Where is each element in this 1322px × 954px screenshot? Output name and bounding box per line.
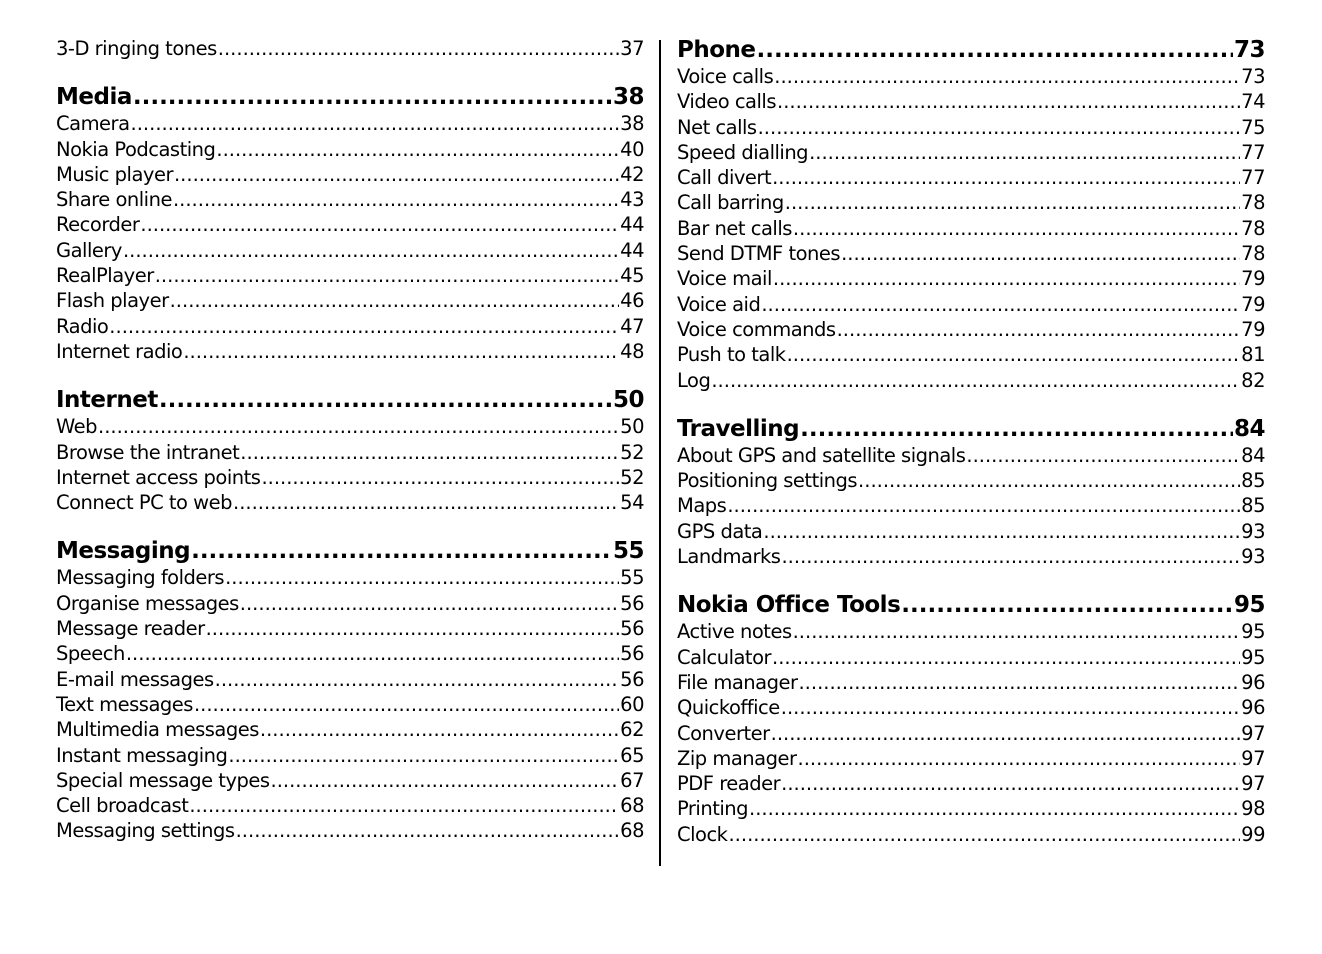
dot-leader bbox=[966, 443, 1240, 468]
toc-entry-page: 97 bbox=[1241, 746, 1265, 770]
dot-leader bbox=[126, 641, 619, 666]
toc-entry-page: 96 bbox=[1241, 696, 1265, 720]
dot-leader bbox=[189, 793, 619, 818]
toc-entry-organise-messages[interactable] bbox=[56, 591, 644, 616]
toc-heading-title: Travelling bbox=[677, 415, 800, 442]
toc-entry-send-dtmf-tones[interactable] bbox=[677, 241, 1265, 266]
dot-leader bbox=[773, 266, 1240, 291]
dot-leader bbox=[901, 591, 1233, 619]
dot-leader bbox=[98, 414, 619, 439]
toc-heading-phone[interactable] bbox=[677, 36, 1265, 64]
toc-heading-title: Nokia Office Tools bbox=[677, 592, 901, 619]
toc-entry-messaging-settings[interactable] bbox=[56, 818, 644, 843]
toc-entry-calculator[interactable] bbox=[677, 645, 1265, 670]
toc-entry-title: File manager bbox=[677, 670, 798, 694]
toc-entry-page: 54 bbox=[620, 491, 644, 515]
toc-entry-title: Log bbox=[677, 368, 711, 392]
toc-entry-printing[interactable] bbox=[677, 796, 1265, 821]
toc-entry-title: Instant messaging bbox=[56, 743, 228, 767]
toc-entry-page: 62 bbox=[620, 718, 644, 742]
dot-leader bbox=[133, 83, 612, 111]
toc-entry-page: 55 bbox=[620, 566, 644, 590]
toc-entry-bar-net-calls[interactable] bbox=[677, 216, 1265, 241]
dot-leader bbox=[260, 717, 619, 742]
toc-entry-page: 93 bbox=[1241, 519, 1265, 543]
toc-entry-page: 79 bbox=[1241, 317, 1265, 341]
toc-entry-page: 81 bbox=[1241, 343, 1265, 367]
dot-leader bbox=[155, 263, 619, 288]
dot-leader bbox=[233, 490, 619, 515]
toc-entry-title: Send DTMF tones bbox=[677, 242, 841, 266]
toc-entry-title: Calculator bbox=[677, 645, 772, 669]
toc-entry-page: 43 bbox=[620, 188, 644, 212]
toc-entry-call-divert[interactable] bbox=[677, 165, 1265, 190]
toc-heading-travelling[interactable] bbox=[677, 415, 1265, 443]
toc-entry-title: E-mail messages bbox=[56, 667, 214, 691]
toc-entry-title: Messaging folders bbox=[56, 566, 225, 590]
dot-leader bbox=[109, 314, 619, 339]
toc-entry-page: 52 bbox=[620, 440, 644, 464]
toc-entry-quickoffice[interactable] bbox=[677, 695, 1265, 720]
toc-entry-title: Recorder bbox=[56, 213, 140, 237]
toc-entry-title: Push to talk bbox=[677, 343, 786, 367]
toc-entry-page: 77 bbox=[1241, 140, 1265, 164]
toc-entry-multimedia-messages[interactable] bbox=[56, 717, 644, 742]
dot-leader bbox=[798, 670, 1240, 695]
toc-entry-e-mail-messages[interactable] bbox=[56, 667, 644, 692]
toc-entry-internet-radio[interactable] bbox=[56, 339, 644, 364]
toc-entry-page: 85 bbox=[1241, 494, 1265, 518]
dot-leader bbox=[131, 111, 620, 136]
dot-leader bbox=[236, 818, 620, 843]
toc-entry-clock[interactable] bbox=[677, 822, 1265, 847]
toc-entry-page: 99 bbox=[1241, 822, 1265, 846]
dot-leader bbox=[785, 190, 1240, 215]
toc-entry-file-manager[interactable] bbox=[677, 670, 1265, 695]
toc-entry-page: 40 bbox=[620, 137, 644, 161]
dot-leader bbox=[271, 768, 620, 793]
toc-entry-page: 45 bbox=[620, 264, 644, 288]
toc-entry-page: 44 bbox=[620, 238, 644, 262]
toc-entry-nokia-podcasting[interactable] bbox=[56, 137, 644, 162]
toc-entry-page: 95 bbox=[1241, 620, 1265, 644]
toc-entry-title: Bar net calls bbox=[677, 216, 792, 240]
toc-entry-call-barring[interactable] bbox=[677, 190, 1265, 215]
dot-leader bbox=[793, 619, 1241, 644]
toc-entry-pdf-reader[interactable] bbox=[677, 771, 1265, 796]
toc-entry-title: Call divert bbox=[677, 166, 772, 190]
toc-entry-active-notes[interactable] bbox=[677, 619, 1265, 644]
toc-entry-landmarks[interactable] bbox=[677, 544, 1265, 569]
toc-entry-page: 52 bbox=[620, 465, 644, 489]
toc-entry-message-reader[interactable] bbox=[56, 616, 644, 641]
toc-entry-page: 44 bbox=[620, 213, 644, 237]
toc-entry-page: 82 bbox=[1241, 368, 1265, 392]
toc-entry-text-messages[interactable] bbox=[56, 692, 644, 717]
toc-entry-radio[interactable] bbox=[56, 314, 644, 339]
dot-leader bbox=[749, 796, 1240, 821]
toc-entry-music-player[interactable] bbox=[56, 162, 644, 187]
toc-heading-page: 73 bbox=[1233, 37, 1265, 63]
toc-entry-page: 77 bbox=[1241, 166, 1265, 190]
dot-leader bbox=[793, 216, 1240, 241]
dot-leader bbox=[194, 692, 619, 717]
toc-entry-3-d-ringing-tones[interactable] bbox=[56, 36, 644, 61]
toc-entry-title: Voice commands bbox=[677, 317, 836, 341]
toc-entry-page: 85 bbox=[1241, 469, 1265, 493]
toc-entry-title: Internet radio bbox=[56, 339, 183, 363]
toc-section bbox=[677, 415, 1265, 569]
toc-entry-page: 98 bbox=[1241, 797, 1265, 821]
dot-leader bbox=[837, 317, 1241, 342]
toc-entry-share-online[interactable] bbox=[56, 187, 644, 212]
toc-left-column bbox=[56, 36, 644, 866]
dot-leader bbox=[261, 465, 619, 490]
toc-entry-title: Printing bbox=[677, 797, 749, 821]
toc-entry-page: 78 bbox=[1241, 242, 1265, 266]
dot-leader bbox=[809, 140, 1240, 165]
toc-entry-web[interactable] bbox=[56, 414, 644, 439]
toc-entry-title: Organise messages bbox=[56, 591, 239, 615]
toc-entry-page: 50 bbox=[620, 415, 644, 439]
toc-section bbox=[677, 36, 1265, 393]
toc-entry-page: 97 bbox=[1241, 721, 1265, 745]
toc-entry-converter[interactable] bbox=[677, 721, 1265, 746]
toc-entry-title: Landmarks bbox=[677, 545, 781, 569]
dot-leader bbox=[772, 165, 1240, 190]
toc-entry-page: 78 bbox=[1241, 191, 1265, 215]
toc-entry-log[interactable] bbox=[677, 368, 1265, 393]
toc-entry-internet-access-points[interactable] bbox=[56, 465, 644, 490]
toc-entry-camera[interactable] bbox=[56, 111, 644, 136]
toc-entry-title: Call barring bbox=[677, 191, 784, 215]
toc-entry-maps[interactable] bbox=[677, 493, 1265, 518]
toc-entry-voice-calls[interactable] bbox=[677, 64, 1265, 89]
toc-entry-title: Zip manager bbox=[677, 746, 797, 770]
toc-entry-page: 75 bbox=[1241, 115, 1265, 139]
dot-leader bbox=[798, 746, 1241, 771]
toc-heading-internet[interactable] bbox=[56, 386, 644, 414]
dot-leader bbox=[711, 368, 1240, 393]
dot-leader bbox=[173, 187, 619, 212]
toc-entry-title: Radio bbox=[56, 314, 109, 338]
dot-leader bbox=[858, 468, 1240, 493]
toc-entry-page: 74 bbox=[1241, 90, 1265, 114]
dot-leader bbox=[771, 721, 1241, 746]
toc-heading-page: 55 bbox=[612, 538, 644, 565]
toc-entry-recorder[interactable] bbox=[56, 212, 644, 237]
toc-entry-push-to-talk[interactable] bbox=[677, 342, 1265, 367]
toc-heading-nokia-office-tools[interactable] bbox=[677, 591, 1265, 619]
dot-leader bbox=[240, 591, 619, 616]
toc-heading-title: Phone bbox=[677, 37, 756, 63]
toc-entry-page: 60 bbox=[620, 692, 644, 716]
toc-heading-title: Media bbox=[56, 84, 132, 111]
toc-entry-voice-aid[interactable] bbox=[677, 292, 1265, 317]
toc-entry-page: 97 bbox=[1241, 772, 1265, 796]
toc-entry-title: Quickoffice bbox=[677, 696, 780, 720]
toc-entry-video-calls[interactable] bbox=[677, 89, 1265, 114]
toc-entry-page: 56 bbox=[620, 642, 644, 666]
toc-entry-page: 68 bbox=[620, 819, 644, 843]
dot-leader bbox=[787, 342, 1241, 367]
toc-entry-title: Messaging settings bbox=[56, 819, 235, 843]
dot-leader bbox=[170, 288, 620, 313]
toc-entry-title: Voice aid bbox=[677, 292, 761, 316]
toc-entry-title: Cell broadcast bbox=[56, 794, 189, 818]
toc-entry-gps-data[interactable] bbox=[677, 519, 1265, 544]
toc-entry-page: 47 bbox=[620, 314, 644, 338]
toc-entry-gallery[interactable] bbox=[56, 238, 644, 263]
toc-entry-zip-manager[interactable] bbox=[677, 746, 1265, 771]
toc-entry-about-gps-and-satellite-signals[interactable] bbox=[677, 443, 1265, 468]
toc-entry-positioning-settings[interactable] bbox=[677, 468, 1265, 493]
dot-leader bbox=[183, 339, 619, 364]
dot-leader bbox=[215, 667, 620, 692]
toc-entry-title: Music player bbox=[56, 162, 173, 186]
toc-entry-title: Share online bbox=[56, 188, 172, 212]
toc-entry-page: 73 bbox=[1241, 65, 1265, 88]
dot-leader bbox=[841, 241, 1240, 266]
dot-leader bbox=[206, 616, 620, 641]
dot-leader bbox=[191, 537, 612, 565]
toc-entry-title: Multimedia messages bbox=[56, 718, 259, 742]
toc-heading-page: 50 bbox=[612, 387, 644, 414]
toc-entry-page: 56 bbox=[620, 667, 644, 691]
dot-leader bbox=[777, 89, 1240, 114]
dot-leader bbox=[781, 695, 1240, 720]
toc-entry-page: 95 bbox=[1241, 645, 1265, 669]
toc-entry-page: 37 bbox=[620, 37, 644, 60]
dot-leader bbox=[123, 238, 619, 263]
dot-leader bbox=[800, 415, 1233, 443]
toc-entry-title: GPS data bbox=[677, 519, 763, 543]
dot-leader bbox=[781, 544, 1240, 569]
toc-entry-title: Nokia Podcasting bbox=[56, 137, 216, 161]
toc-entry-realplayer[interactable] bbox=[56, 263, 644, 288]
toc-entry-title: PDF reader bbox=[677, 772, 781, 796]
toc-entry-page: 48 bbox=[620, 339, 644, 363]
toc-entry-title: Voice mail bbox=[677, 267, 772, 291]
toc-heading-title: Messaging bbox=[56, 538, 191, 565]
toc-entry-page: 93 bbox=[1241, 545, 1265, 569]
dot-leader bbox=[757, 36, 1233, 64]
dot-leader bbox=[727, 493, 1240, 518]
toc-right-column bbox=[677, 36, 1265, 869]
toc-section bbox=[56, 36, 644, 61]
column-divider bbox=[659, 40, 661, 866]
toc-entry-title: Gallery bbox=[56, 238, 122, 262]
toc-entry-title: Active notes bbox=[677, 620, 792, 644]
toc-entry-page: 79 bbox=[1241, 267, 1265, 291]
toc-entry-cell-broadcast[interactable] bbox=[56, 793, 644, 818]
toc-entry-page: 78 bbox=[1241, 216, 1265, 240]
toc-entry-voice-mail[interactable] bbox=[677, 266, 1265, 291]
toc-entry-page: 79 bbox=[1241, 292, 1265, 316]
dot-leader bbox=[225, 565, 619, 590]
toc-entry-title: Connect PC to web bbox=[56, 491, 232, 515]
toc-entry-title: Net calls bbox=[677, 115, 757, 139]
dot-leader bbox=[758, 115, 1241, 140]
toc-section bbox=[56, 537, 644, 843]
toc-entry-title: Positioning settings bbox=[677, 469, 858, 493]
toc-entry-page: 68 bbox=[620, 794, 644, 818]
toc-entry-title: Text messages bbox=[56, 692, 193, 716]
toc-entry-title: Converter bbox=[677, 721, 770, 745]
toc-entry-title: Internet access points bbox=[56, 465, 261, 489]
toc-entry-title: Browse the intranet bbox=[56, 440, 240, 464]
toc-entry-page: 38 bbox=[620, 112, 644, 136]
toc-heading-title: Internet bbox=[56, 387, 158, 414]
dot-leader bbox=[781, 771, 1240, 796]
toc-entry-title: Speed dialling bbox=[677, 140, 809, 164]
toc-heading-page: 38 bbox=[612, 84, 644, 111]
dot-leader bbox=[763, 519, 1240, 544]
toc-entry-speech[interactable] bbox=[56, 641, 644, 666]
toc-entry-title: Special message types bbox=[56, 768, 270, 792]
dot-leader bbox=[218, 36, 619, 61]
toc-entry-special-message-types[interactable] bbox=[56, 768, 644, 793]
toc-entry-title: Voice calls bbox=[677, 65, 774, 88]
toc-entry-title: Video calls bbox=[677, 90, 776, 114]
toc-heading-media[interactable] bbox=[56, 83, 644, 111]
toc-entry-page: 56 bbox=[620, 591, 644, 615]
toc-entry-title: 3-D ringing tones bbox=[56, 37, 217, 60]
dot-leader bbox=[728, 822, 1240, 847]
toc-entry-page: 46 bbox=[620, 289, 644, 313]
dot-leader bbox=[228, 743, 619, 768]
toc-entry-page: 56 bbox=[620, 617, 644, 641]
toc-entry-title: About GPS and satellite signals bbox=[677, 443, 966, 467]
toc-entry-page: 42 bbox=[620, 162, 644, 186]
toc-entry-title: Camera bbox=[56, 112, 130, 136]
toc-entry-title: Speech bbox=[56, 642, 125, 666]
toc-section bbox=[56, 83, 644, 364]
toc-entry-title: Clock bbox=[677, 822, 728, 846]
toc-entry-page: 67 bbox=[620, 768, 644, 792]
dot-leader bbox=[140, 212, 619, 237]
toc-heading-page: 95 bbox=[1233, 592, 1265, 619]
toc-entry-instant-messaging[interactable] bbox=[56, 743, 644, 768]
toc-entry-title: Web bbox=[56, 415, 98, 439]
toc-entry-net-calls[interactable] bbox=[677, 115, 1265, 140]
toc-entry-page: 84 bbox=[1241, 443, 1265, 467]
toc-entry-page: 65 bbox=[620, 743, 644, 767]
toc-heading-page: 84 bbox=[1233, 415, 1265, 442]
toc-entry-connect-pc-to-web[interactable] bbox=[56, 490, 644, 515]
toc-entry-voice-commands[interactable] bbox=[677, 317, 1265, 342]
dot-leader bbox=[216, 137, 619, 162]
dot-leader bbox=[774, 64, 1240, 89]
toc-section bbox=[56, 386, 644, 515]
toc-entry-speed-dialling[interactable] bbox=[677, 140, 1265, 165]
toc-entry-flash-player[interactable] bbox=[56, 288, 644, 313]
toc-entry-title: Maps bbox=[677, 494, 727, 518]
dot-leader bbox=[761, 292, 1240, 317]
toc-heading-messaging[interactable] bbox=[56, 537, 644, 565]
dot-leader bbox=[772, 645, 1240, 670]
toc-entry-messaging-folders[interactable] bbox=[56, 565, 644, 590]
toc-entry-title: Flash player bbox=[56, 289, 169, 313]
toc-section bbox=[677, 591, 1265, 847]
dot-leader bbox=[174, 162, 619, 187]
dot-leader bbox=[240, 440, 619, 465]
toc-entry-title: RealPlayer bbox=[56, 264, 154, 288]
dot-leader bbox=[159, 386, 612, 414]
toc-entry-page: 96 bbox=[1241, 670, 1265, 694]
toc-entry-browse-the-intranet[interactable] bbox=[56, 440, 644, 465]
toc-entry-title: Message reader bbox=[56, 617, 205, 641]
